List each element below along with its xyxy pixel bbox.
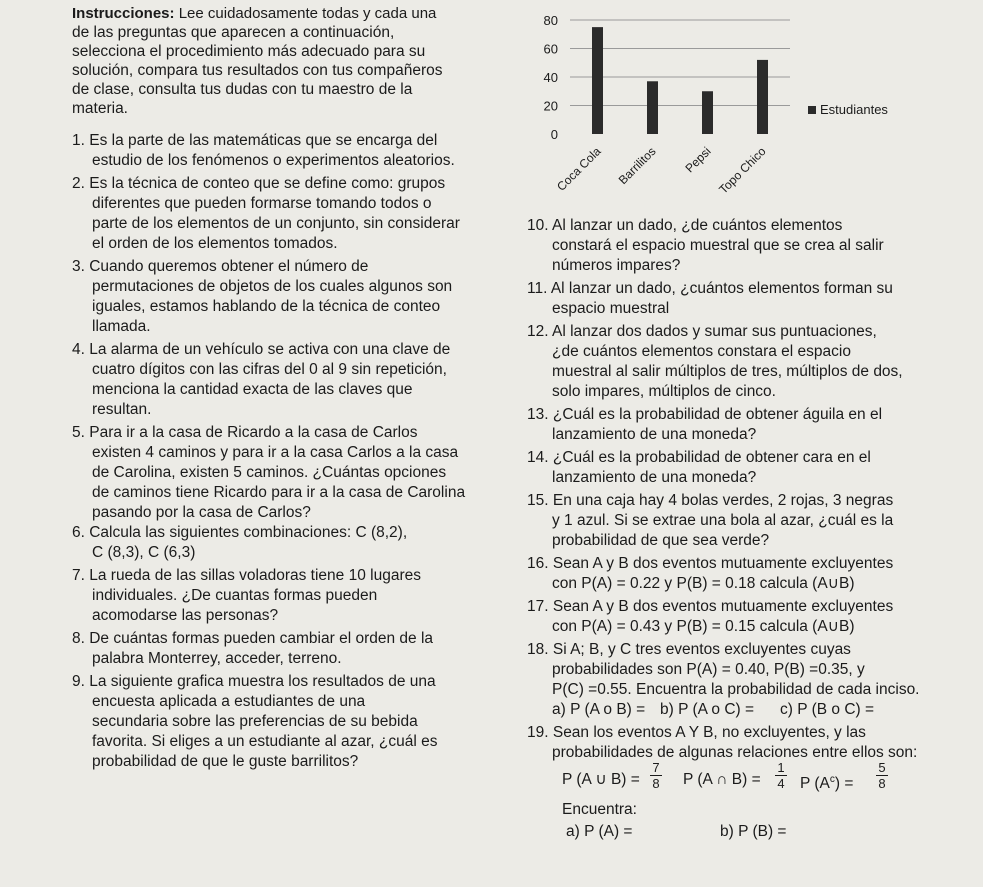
question-12-line-1: 12. Al lanzar dos dados y sumar sus puntuaciones, xyxy=(527,323,877,340)
question-2-line-2: diferentes que pueden formarse tomando todos o xyxy=(92,195,432,212)
question-12-line-4: solo impares, múltiplos de cinco. xyxy=(552,383,776,400)
question-5-line-4: de caminos tiene Ricardo para ir a la casa de Carolina xyxy=(92,484,466,501)
question-16-line-2: con P(A) = 0.22 y P(B) = 0.18 calcula (A∪B) xyxy=(552,575,855,592)
question-16-line-1: 16. Sean A y B dos eventos mutuamente excluyentes xyxy=(527,555,894,572)
question-8-line-1: 8. De cuántas formas pueden cambiar el orden de la xyxy=(72,630,434,647)
p-a-complement-label: P $(A^c)$ = xyxy=(800,774,854,793)
question-10-line-2: constará el espacio muestral que se crea al salir xyxy=(552,237,884,254)
question-7-line-3: acomodarse las personas? xyxy=(92,607,279,624)
encuentra-label: Encuentra: xyxy=(562,801,637,818)
question-9-line-5: probabilidad de que le guste barrilitos? xyxy=(92,753,359,770)
fraction-denominator: 8 xyxy=(650,775,662,791)
question-15-line-1: 15. En una caja hay 4 bolas verdes, 2 rojas, 3 negras xyxy=(527,492,894,509)
question-4-line-4: resultan. xyxy=(92,401,152,418)
question-3-line-1: 3. Cuando queremos obtener el número de xyxy=(72,258,369,275)
question-10-line-1: 10. Al lanzar un dado, ¿de cuántos elementos xyxy=(527,217,843,234)
question-9-line-1: 9. La siguiente grafica muestra los resultados de una xyxy=(72,673,436,690)
question-15-line-2: y 1 azul. Si se extrae una bola al azar, ¿cuál es la xyxy=(552,512,894,529)
instructions-line-4: solución, compara tus resultados con tus compañeros xyxy=(72,62,443,79)
instructions-heading: Instrucciones: xyxy=(72,5,175,22)
question-1-line-2: estudio de los fenómenos o experimentos aleatorios. xyxy=(92,152,455,169)
instructions-line-5: de clase, consulta tus dudas con tu maestro de la xyxy=(72,81,413,98)
question-8-line-2: palabra Monterrey, acceder, terreno. xyxy=(92,650,342,667)
question-6-line-2: C (8,3), C (6,3) xyxy=(92,544,196,561)
question-18-option-b: b) P (A o C) = xyxy=(660,701,755,718)
question-18-line-1: 18. Si A; B, y C tres eventos excluyentes cuyas xyxy=(527,641,851,658)
question-14-line-1: 14. ¿Cuál es la probabilidad de obtener cara en el xyxy=(527,449,871,466)
question-11-line-2: espacio muestral xyxy=(552,300,670,317)
question-1-line-1: 1. Es la parte de las matemáticas que se encarga del xyxy=(72,132,438,149)
y-tick-label: 40 xyxy=(543,70,558,85)
question-3-line-2: permutaciones de objetos de los cuales algunos son xyxy=(92,278,453,295)
bar-barrilitos xyxy=(647,81,658,134)
fraction-denominator: 8 xyxy=(876,775,888,791)
question-12-line-3: muestral al salir múltiplos de tres, múltiplos de dos, xyxy=(552,363,903,380)
question-2-line-1: 2. Es la técnica de conteo que se define como: grupos xyxy=(72,175,446,192)
bar-topo-chico xyxy=(757,60,768,134)
question-17-line-1: 17. Sean A y B dos eventos mutuamente excluyentes xyxy=(527,598,894,615)
fraction-a-intersect-b xyxy=(775,760,787,791)
question-3-line-4: llamada. xyxy=(92,318,151,335)
question-4-line-1: 4. La alarma de un vehículo se activa con una clave de xyxy=(72,341,451,358)
question-18-option-a: a) P (A o B) = xyxy=(552,701,646,718)
question-9-line-3: secundaria sobre las preferencias de su bebida xyxy=(92,713,418,730)
question-5-line-2: existen 4 caminos y para ir a la casa Carlos a la casa xyxy=(92,444,459,461)
question-14-line-2: lanzamiento de una moneda? xyxy=(552,469,757,486)
question-13-line-1: 13. ¿Cuál es la probabilidad de obtener águila en el xyxy=(527,406,883,423)
find-p-a: a) P (A) = xyxy=(566,823,633,840)
question-6-line-1: 6. Calcula las siguientes combinaciones: C (8,2), xyxy=(72,524,408,541)
question-7-line-2: individuales. ¿De cuantas formas pueden xyxy=(92,587,378,604)
legend-label: Estudiantes xyxy=(820,102,888,117)
question-2-line-4: el orden de los elementos tomados. xyxy=(92,235,338,252)
x-tick-label: Barrilitos xyxy=(615,144,659,188)
find-p-b: b) P (B) = xyxy=(720,823,787,840)
question-4-line-2: cuatro dígitos con las cifras del 0 al 9 sin repetición, xyxy=(92,361,447,378)
fraction-numerator: 5 xyxy=(878,760,886,775)
question-12-line-2: ¿de cuántos elementos constara el espacio xyxy=(552,343,851,360)
p-a-union-b-label: P (A ∪ B) = xyxy=(562,771,640,788)
question-18-line-3: P(C) =0.55. Encuentra la probabilidad de cada inciso. xyxy=(552,681,920,698)
question-9-line-2: encuesta aplicada a estudiantes de una xyxy=(92,693,366,710)
fraction-a-union-b xyxy=(650,760,662,791)
instructions-line-3: selecciona el procedimiento más adecuado para su xyxy=(72,43,426,60)
question-13-line-2: lanzamiento de una moneda? xyxy=(552,426,757,443)
question-2-line-3: parte de los elementos de un conjunto, sin considerar xyxy=(92,215,460,232)
fraction-numerator: 7 xyxy=(652,760,660,775)
p-a-intersect-b-label: P (A ∩ B) = xyxy=(683,771,761,788)
question-19-line-2: probabilidades de algunas relaciones entre ellos son: xyxy=(552,744,918,761)
question-15-line-3: probabilidad de que sea verde? xyxy=(552,532,770,549)
instructions-line-2: de las preguntas que aparecen a continuación, xyxy=(72,24,395,41)
question-5-line-1: 5. Para ir a la casa de Ricardo a la casa de Carlos xyxy=(72,424,418,441)
legend-swatch xyxy=(808,106,816,114)
question-7-line-1: 7. La rueda de las sillas voladoras tiene 10 lugares xyxy=(72,567,421,584)
y-tick-label: 0 xyxy=(550,127,558,142)
instructions-line-1: Instrucciones: Lee cuidadosamente todas y cada una xyxy=(72,5,437,22)
question-5-line-5: pasando por la casa de Carlos? xyxy=(92,504,311,521)
instructions-line-6: materia. xyxy=(72,100,128,117)
question-10-line-3: números impares? xyxy=(552,257,681,274)
question-19-line-1: 19. Sean los eventos A Y B, no excluyentes, y las xyxy=(527,724,866,741)
fraction-numerator: 1 xyxy=(777,760,785,775)
y-tick-label: 20 xyxy=(543,98,558,114)
question-3-line-3: iguales, estamos hablando de la técnica de conteo xyxy=(92,298,441,315)
question-5-line-3: de Carolina, existen 5 caminos. ¿Cuántas opciones xyxy=(92,464,447,481)
bar-pepsi xyxy=(702,91,713,134)
question-4-line-3: menciona la cantidad exacta de las claves que xyxy=(92,381,413,398)
question-18-option-c: c) P (B o C) = xyxy=(780,701,875,718)
beverage-bar-chart xyxy=(540,6,920,214)
question-9-line-4: favorita. Si eliges a un estudiante al azar, ¿cuál es xyxy=(92,733,438,750)
question-11-line-1: 11. Al lanzar un dado, ¿cuántos elementos forman su xyxy=(527,280,893,297)
fraction-denominator: 4 xyxy=(775,775,787,791)
y-tick-label: 60 xyxy=(543,41,558,57)
y-tick-label: 80 xyxy=(543,13,558,28)
question-17-line-2: con P(A) = 0.43 y P(B) = 0.15 calcula (A∪B) xyxy=(552,618,855,635)
question-18-line-2: probabilidades son P(A) = 0.40, P(B) =0.35, y xyxy=(552,661,865,678)
fraction-a-complement xyxy=(876,760,888,791)
bar-coca-cola xyxy=(592,27,603,134)
x-tick-label: Pepsi xyxy=(682,144,714,176)
x-tick-label: Coca Cola xyxy=(554,144,604,194)
complement-superscript: c xyxy=(829,774,835,785)
x-tick-label: Topo Chico xyxy=(716,144,769,197)
